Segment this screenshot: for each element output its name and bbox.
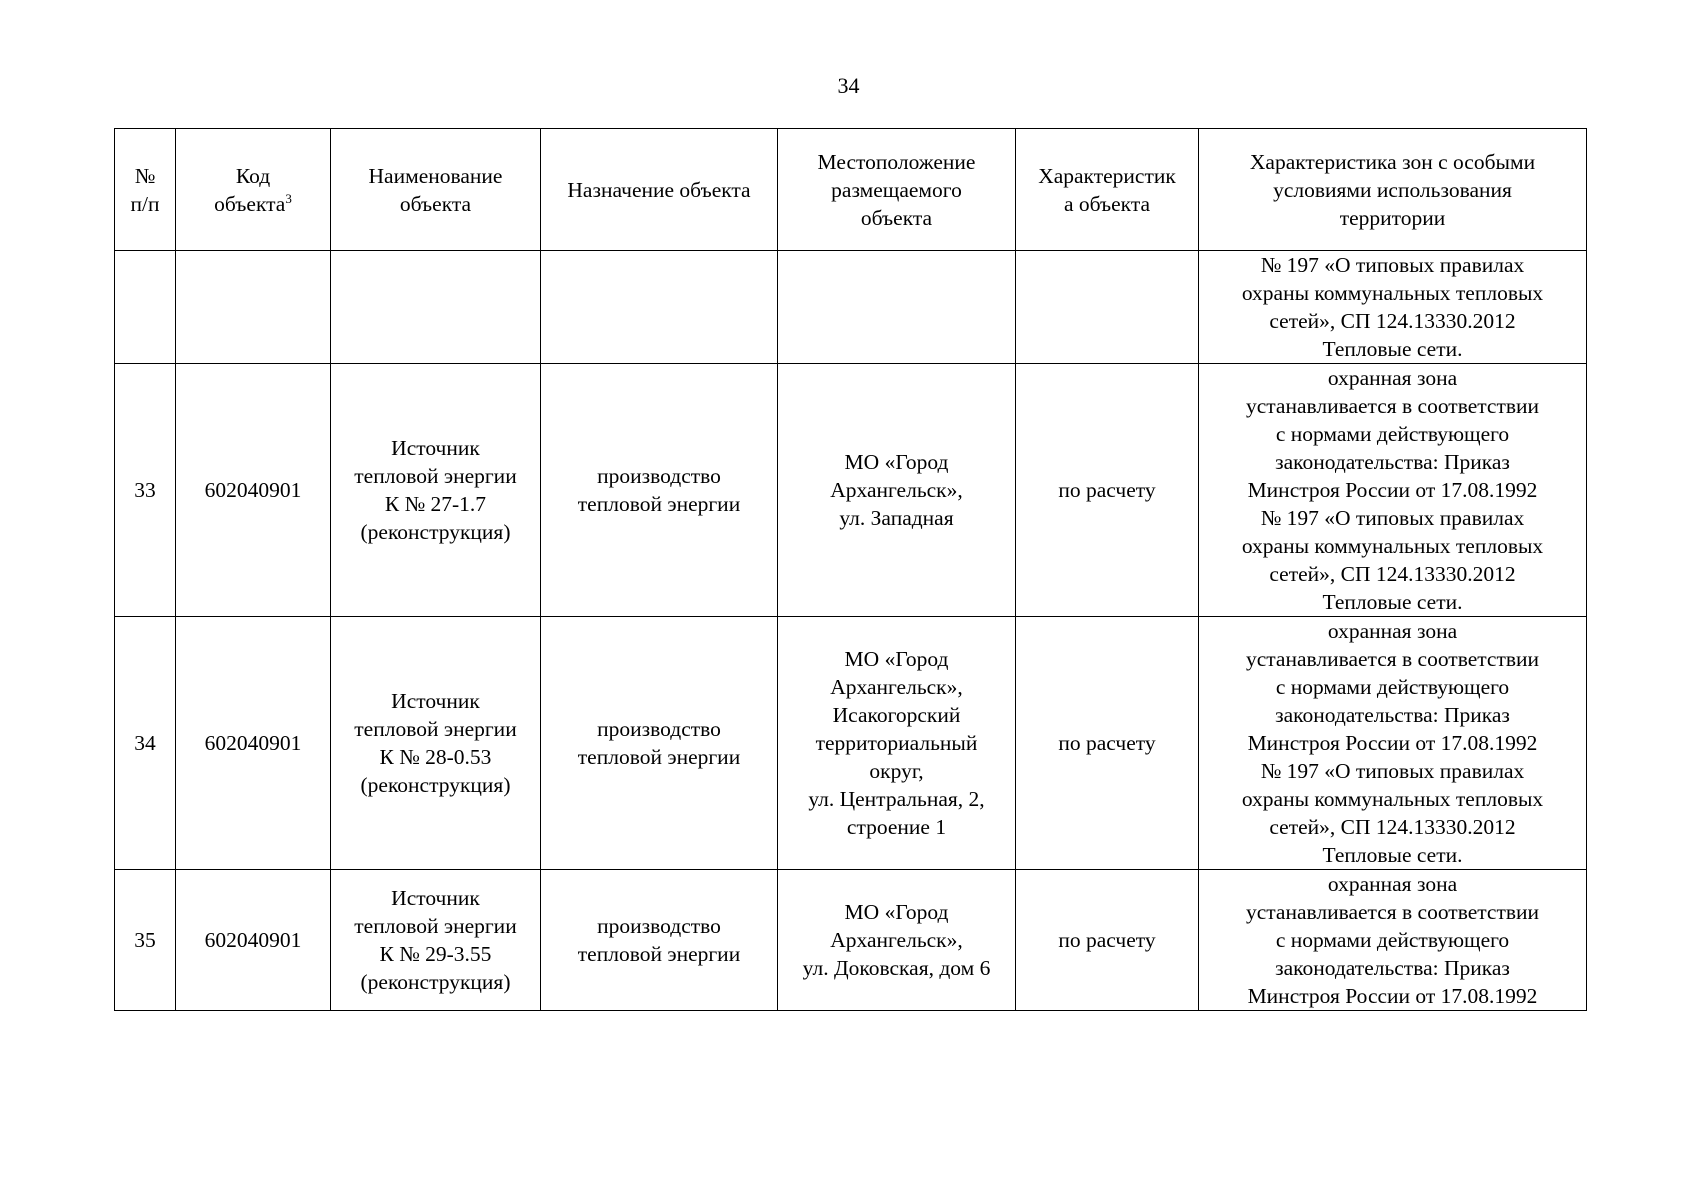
cell-num: 33 (115, 364, 176, 617)
cell-name (331, 251, 541, 364)
cell-code: 602040901 (176, 617, 331, 870)
header-name: Наименование объекта (331, 129, 541, 251)
header-code-footnote: 3 (285, 190, 292, 206)
header-purpose: Назначение объекта (541, 129, 778, 251)
header-code (176, 129, 331, 251)
page-number: 34 (837, 73, 860, 98)
cell-name: Источник тепловой энергии К № 28-0.53 (реконструкция) (331, 617, 541, 870)
cell-code: 602040901 (176, 870, 331, 1011)
cell-purpose: производство тепловой энергии (541, 364, 778, 617)
cell-code (176, 251, 331, 364)
header-location: Местоположение размещаемого объекта (778, 129, 1016, 251)
table-row (115, 364, 1587, 617)
cell-zones: охранная зона устанавливается в соответствии с нормами действующего законодательства: Приказ Минстроя России от 17.08.1992 № 197 «О типовых правилах охраны коммунальных тепловых сетей», СП 124.13330.2012 Тепловые сети. (1199, 364, 1587, 617)
cell-num (115, 251, 176, 364)
cell-characteristic (1016, 251, 1199, 364)
header-num: № п/п (115, 129, 176, 251)
cell-zones: охранная зона устанавливается в соответствии с нормами действующего законодательства: Приказ Минстроя России от 17.08.1992 № 197 «О типовых правилах охраны коммунальных тепловых сетей», СП 124.13330.2012 Тепловые сети. (1199, 617, 1587, 870)
cell-location: МО «Город Архангельск», ул. Доковская, дом 6 (778, 870, 1016, 1011)
cell-location (778, 251, 1016, 364)
cell-characteristic: по расчету (1016, 870, 1199, 1011)
objects-table (114, 128, 1587, 1011)
table-row-continued (115, 251, 1587, 364)
cell-zones: № 197 «О типовых правилах охраны коммунальных тепловых сетей», СП 124.13330.2012 Тепловые сети. (1199, 251, 1587, 364)
table-row (115, 870, 1587, 1011)
cell-name: Источник тепловой энергии К № 27-1.7 (реконструкция) (331, 364, 541, 617)
cell-purpose (541, 251, 778, 364)
cell-characteristic: по расчету (1016, 617, 1199, 870)
cell-purpose: производство тепловой энергии (541, 870, 778, 1011)
cell-name: Источник тепловой энергии К № 29-3.55 (реконструкция) (331, 870, 541, 1011)
cell-location: МО «Город Архангельск», ул. Западная (778, 364, 1016, 617)
cell-zones: охранная зона устанавливается в соответствии с нормами действующего законодательства: Приказ Минстроя России от 17.08.1992 (1199, 870, 1587, 1011)
cell-location: МО «Город Архангельск», Исакогорский территориальный округ, ул. Центральная, 2, строение 1 (778, 617, 1016, 870)
table-header-row (115, 129, 1587, 251)
table-row (115, 617, 1587, 870)
header-code-label: Код объекта (214, 163, 286, 216)
cell-num: 34 (115, 617, 176, 870)
cell-purpose: производство тепловой энергии (541, 617, 778, 870)
cell-code: 602040901 (176, 364, 331, 617)
cell-characteristic: по расчету (1016, 364, 1199, 617)
cell-num: 35 (115, 870, 176, 1011)
header-characteristic: Характеристик а объекта (1016, 129, 1199, 251)
header-zones: Характеристика зон с особыми условиями использования территории (1199, 129, 1587, 251)
